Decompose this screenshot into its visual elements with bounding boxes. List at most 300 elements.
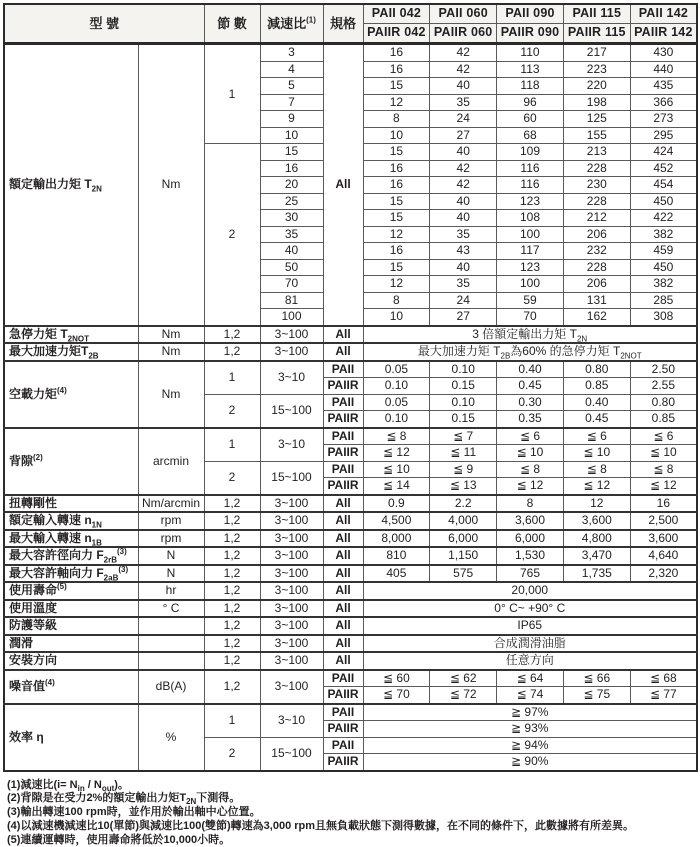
ratio-cell: 3 bbox=[260, 44, 323, 62]
value-cell: ≦ 70 bbox=[363, 687, 430, 704]
value-cell: ≦ 12 bbox=[563, 478, 630, 495]
spec-cell: All bbox=[323, 582, 363, 600]
value-cell: 100 bbox=[497, 276, 564, 293]
param-label: 扭轉剛性 bbox=[4, 495, 138, 513]
value-cell: 40 bbox=[430, 144, 497, 161]
unit-cell: rpm bbox=[138, 512, 204, 530]
footnote-line: (3)輸出轉速100 rpm時，並作用於輸出軸中心位置。 bbox=[7, 806, 261, 819]
value-cell: 116 bbox=[497, 177, 564, 194]
spec-cell: All bbox=[323, 495, 363, 513]
spec-cell: All bbox=[323, 530, 363, 548]
col-header-pa-060: PAII 060 bbox=[430, 4, 497, 24]
ratio-cell: 81 bbox=[260, 292, 323, 309]
value-cell: 0.85 bbox=[563, 378, 630, 395]
ratio-cell: 15 bbox=[260, 144, 323, 161]
value-cell: 0.45 bbox=[497, 378, 564, 395]
value-cell: ≦ 6 bbox=[563, 428, 630, 445]
value-cell: 60 bbox=[497, 111, 564, 128]
value-cell: ≦ 9 bbox=[430, 461, 497, 478]
value-cell: 0.40 bbox=[563, 394, 630, 411]
spec-cell: PAIIR bbox=[323, 687, 363, 704]
ratio-cell: 20 bbox=[260, 177, 323, 194]
table-row bbox=[4, 512, 697, 530]
value-cell: ≦ 62 bbox=[430, 670, 497, 687]
value-cell: 459 bbox=[630, 243, 697, 260]
value-cell: 285 bbox=[630, 292, 697, 309]
stages-cell: 1 bbox=[204, 44, 260, 144]
value-cell: 42 bbox=[430, 61, 497, 78]
value-cell: 12 bbox=[563, 495, 630, 513]
param-label: 額定輸入轉速 $n_{1N}$ bbox=[4, 512, 138, 530]
ratio-cell: 3~100 bbox=[260, 652, 323, 670]
unit-cell: N bbox=[138, 565, 204, 583]
ratio-cell: 35 bbox=[260, 226, 323, 243]
value-cell: 108 bbox=[497, 210, 564, 227]
span-value-cell: ≧ 90% bbox=[363, 754, 697, 771]
col-header-par-115: PAIIR 115 bbox=[563, 24, 630, 44]
col-header-par-142: PAIIR 142 bbox=[630, 24, 697, 44]
span-value-cell: 20,000 bbox=[363, 582, 697, 600]
value-cell: ≦ 6 bbox=[497, 428, 564, 445]
stages-cell: 1 bbox=[204, 428, 260, 462]
param-label: 額定輸出力矩 $T_{2N}$ bbox=[4, 44, 138, 326]
param-label: 潤滑 bbox=[4, 635, 138, 653]
table-row bbox=[4, 495, 697, 513]
value-cell: 217 bbox=[563, 44, 630, 62]
ratio-cell: 3~100 bbox=[260, 530, 323, 548]
value-cell: 35 bbox=[430, 276, 497, 293]
value-cell: 59 bbox=[497, 292, 564, 309]
value-cell: 273 bbox=[630, 111, 697, 128]
value-cell: 0.05 bbox=[363, 394, 430, 411]
ratio-cell: 10 bbox=[260, 127, 323, 144]
value-cell: 295 bbox=[630, 127, 697, 144]
value-cell: 16 bbox=[363, 160, 430, 177]
value-cell: ≦ 64 bbox=[497, 670, 564, 687]
unit-cell: Nm bbox=[138, 326, 204, 344]
ratio-cell: 7 bbox=[260, 94, 323, 111]
col-header-par-060: PAIIR 060 bbox=[430, 24, 497, 44]
value-cell: 366 bbox=[630, 94, 697, 111]
span-value-cell: 任意方向 bbox=[363, 652, 697, 670]
table-row bbox=[4, 670, 697, 687]
spec-cell: All bbox=[323, 635, 363, 653]
param-label: 最大容許徑向力 $F_{2rB}^{(3)}$ bbox=[4, 547, 138, 565]
ratio-cell: 3~100 bbox=[260, 547, 323, 565]
value-cell: 450 bbox=[630, 193, 697, 210]
table-row bbox=[4, 547, 697, 565]
value-cell: 220 bbox=[563, 78, 630, 95]
value-cell: 15 bbox=[363, 78, 430, 95]
value-cell: 575 bbox=[430, 565, 497, 583]
value-cell: 117 bbox=[497, 243, 564, 260]
spec-table bbox=[3, 3, 698, 772]
value-cell: 452 bbox=[630, 160, 697, 177]
table-row bbox=[4, 600, 697, 618]
table-row bbox=[4, 565, 697, 583]
value-cell: 228 bbox=[563, 193, 630, 210]
spec-cell: PAII bbox=[323, 461, 363, 478]
value-cell: ≦ 8 bbox=[630, 461, 697, 478]
span-value-cell: ≧ 97% bbox=[363, 704, 697, 721]
unit-cell: Nm/arcmin bbox=[138, 495, 204, 513]
value-cell: 198 bbox=[563, 94, 630, 111]
value-cell: 0.40 bbox=[497, 361, 564, 378]
ratio-cell: 30 bbox=[260, 210, 323, 227]
value-cell: 0.10 bbox=[363, 411, 430, 428]
col-header-par-090: PAIIR 090 bbox=[497, 24, 564, 44]
value-cell: 123 bbox=[497, 193, 564, 210]
unit-cell: N bbox=[138, 547, 204, 565]
param-label: 最大輸入轉速 $n_{1B}$ bbox=[4, 530, 138, 548]
value-cell: 0.85 bbox=[630, 411, 697, 428]
value-cell: 0.45 bbox=[563, 411, 630, 428]
span-value-cell: 最大加速力矩 $T_{2B}$為60% 的急停力矩 $T_{2NOT}$ bbox=[363, 343, 697, 361]
value-cell: 424 bbox=[630, 144, 697, 161]
ratio-cell: 3~100 bbox=[260, 617, 323, 635]
value-cell: 68 bbox=[497, 127, 564, 144]
value-cell: 15 bbox=[363, 210, 430, 227]
value-cell: ≦ 12 bbox=[363, 445, 430, 462]
value-cell: 125 bbox=[563, 111, 630, 128]
value-cell: 4,800 bbox=[563, 530, 630, 548]
value-cell: 40 bbox=[430, 259, 497, 276]
value-cell: 3,470 bbox=[563, 547, 630, 565]
value-cell: 8 bbox=[363, 111, 430, 128]
ratio-cell: 3~10 bbox=[260, 361, 323, 395]
footnote-line: (2)背隙是在受力2%的額定輸出力矩$T_{2N}$下測得。 bbox=[7, 792, 241, 807]
unit-cell: hr bbox=[138, 582, 204, 600]
spec-cell: PAII bbox=[323, 361, 363, 378]
table-row bbox=[4, 361, 697, 378]
value-cell: 0.15 bbox=[430, 378, 497, 395]
value-cell: 0.10 bbox=[430, 394, 497, 411]
value-cell: 16 bbox=[363, 61, 430, 78]
value-cell: ≦ 74 bbox=[497, 687, 564, 704]
ratio-cell: 16 bbox=[260, 160, 323, 177]
value-cell: 422 bbox=[630, 210, 697, 227]
span-value-cell: 0° C~ +90° C bbox=[363, 600, 697, 618]
col-header-par-042: PAIIR 042 bbox=[363, 24, 430, 44]
param-label: 使用壽命$^{(5)}$ bbox=[4, 582, 138, 600]
spec-cell: PAII bbox=[323, 394, 363, 411]
spec-cell: PAII bbox=[323, 704, 363, 721]
value-cell: 228 bbox=[563, 259, 630, 276]
value-cell: 35 bbox=[430, 226, 497, 243]
value-cell: 27 bbox=[430, 127, 497, 144]
value-cell: 6,000 bbox=[430, 530, 497, 548]
ratio-cell: 9 bbox=[260, 111, 323, 128]
ratio-cell: 25 bbox=[260, 193, 323, 210]
value-cell: 42 bbox=[430, 177, 497, 194]
col-header-pa-090: PAII 090 bbox=[497, 4, 564, 24]
value-cell: 435 bbox=[630, 78, 697, 95]
stages-cell: 1,2 bbox=[204, 530, 260, 548]
value-cell: 405 bbox=[363, 565, 430, 583]
value-cell: 100 bbox=[497, 226, 564, 243]
value-cell: 10 bbox=[363, 309, 430, 326]
value-cell: 0.30 bbox=[497, 394, 564, 411]
value-cell: 0.10 bbox=[363, 378, 430, 395]
value-cell: 131 bbox=[563, 292, 630, 309]
param-label: 防護等級 bbox=[4, 617, 138, 635]
param-label: 背隙$^{(2)}$ bbox=[4, 428, 138, 495]
unit-cell bbox=[138, 617, 204, 635]
spec-cell: PAIIR bbox=[323, 721, 363, 738]
spec-cell: All bbox=[323, 343, 363, 361]
ratio-cell: 3~100 bbox=[260, 582, 323, 600]
value-cell: 6,000 bbox=[497, 530, 564, 548]
value-cell: 0.80 bbox=[563, 361, 630, 378]
stages-cell: 1,2 bbox=[204, 635, 260, 653]
value-cell: ≦ 12 bbox=[497, 478, 564, 495]
unit-cell: ° C bbox=[138, 600, 204, 618]
ratio-cell: 3~100 bbox=[260, 495, 323, 513]
footnote-line: (1)減速比$(i= N_{in} / N_{out})$。 bbox=[7, 778, 129, 793]
table-row bbox=[4, 428, 697, 445]
param-label: 安裝方向 bbox=[4, 652, 138, 670]
value-cell: 2.2 bbox=[430, 495, 497, 513]
spec-cell: PAIIR bbox=[323, 754, 363, 771]
stages-cell: 2 bbox=[204, 394, 260, 428]
spec-cell: All bbox=[323, 652, 363, 670]
unit-cell: rpm bbox=[138, 530, 204, 548]
value-cell: ≦ 7 bbox=[430, 428, 497, 445]
value-cell: 213 bbox=[563, 144, 630, 161]
spec-cell: PAIIR bbox=[323, 478, 363, 495]
value-cell: 40 bbox=[430, 210, 497, 227]
value-cell: ≦ 72 bbox=[430, 687, 497, 704]
spec-cell: All bbox=[323, 617, 363, 635]
ratio-cell: 3~10 bbox=[260, 704, 323, 738]
value-cell: 8 bbox=[363, 292, 430, 309]
col-header-pa-142: PAII 142 bbox=[630, 4, 697, 24]
footnote-line: (4)以減速機減速比10(單節)與減速比100(雙節)轉速為3,000 rpm且無負載狀態下測得數據，在不同的條件下，此數據將有所差異。 bbox=[7, 820, 635, 833]
value-cell: 206 bbox=[563, 276, 630, 293]
stages-cell: 2 bbox=[204, 737, 260, 771]
ratio-cell: 3~100 bbox=[260, 600, 323, 618]
param-label: 最大加速力矩$T_{2B}$ bbox=[4, 343, 138, 361]
ratio-cell: 40 bbox=[260, 243, 323, 260]
value-cell: 118 bbox=[497, 78, 564, 95]
stages-cell: 1,2 bbox=[204, 326, 260, 344]
value-cell: 2.50 bbox=[630, 361, 697, 378]
value-cell: 162 bbox=[563, 309, 630, 326]
ratio-cell: 3~100 bbox=[260, 670, 323, 704]
value-cell: 0.35 bbox=[497, 411, 564, 428]
value-cell: 16 bbox=[363, 243, 430, 260]
value-cell: ≦ 6 bbox=[630, 428, 697, 445]
unit-cell: Nm bbox=[138, 343, 204, 361]
value-cell: 212 bbox=[563, 210, 630, 227]
ratio-cell: 15~100 bbox=[260, 394, 323, 428]
ratio-cell: 3~100 bbox=[260, 565, 323, 583]
value-cell: 8 bbox=[497, 495, 564, 513]
value-cell: 2.55 bbox=[630, 378, 697, 395]
value-cell: 232 bbox=[563, 243, 630, 260]
spec-cell: PAII bbox=[323, 428, 363, 445]
value-cell: ≦ 66 bbox=[563, 670, 630, 687]
value-cell: ≦ 75 bbox=[563, 687, 630, 704]
value-cell: 109 bbox=[497, 144, 564, 161]
value-cell: 116 bbox=[497, 160, 564, 177]
ratio-cell: 50 bbox=[260, 259, 323, 276]
value-cell: 27 bbox=[430, 309, 497, 326]
value-cell: ≦ 60 bbox=[363, 670, 430, 687]
value-cell: ≦ 10 bbox=[363, 461, 430, 478]
value-cell: 810 bbox=[363, 547, 430, 565]
value-cell: 2,320 bbox=[630, 565, 697, 583]
unit-cell bbox=[138, 652, 204, 670]
param-label: 噪音值$^{(4)}$ bbox=[4, 670, 138, 704]
value-cell: 110 bbox=[497, 44, 564, 62]
spec-cell: PAIIR bbox=[323, 411, 363, 428]
stages-cell: 2 bbox=[204, 144, 260, 326]
value-cell: 454 bbox=[630, 177, 697, 194]
value-cell: 3,600 bbox=[563, 512, 630, 530]
ratio-cell: 4 bbox=[260, 61, 323, 78]
value-cell: ≦ 77 bbox=[630, 687, 697, 704]
value-cell: 16 bbox=[363, 44, 430, 62]
span-value-cell: IP65 bbox=[363, 617, 697, 635]
value-cell: 12 bbox=[363, 94, 430, 111]
value-cell: ≦ 14 bbox=[363, 478, 430, 495]
value-cell: 0.15 bbox=[430, 411, 497, 428]
table-row bbox=[4, 343, 697, 361]
value-cell: 113 bbox=[497, 61, 564, 78]
stages-cell: 1,2 bbox=[204, 512, 260, 530]
unit-cell: Nm bbox=[138, 361, 204, 428]
table-row bbox=[4, 582, 697, 600]
spec-cell: All bbox=[323, 512, 363, 530]
unit-cell: % bbox=[138, 704, 204, 771]
value-cell: 40 bbox=[430, 78, 497, 95]
spec-cell: PAII bbox=[323, 737, 363, 754]
value-cell: 4,640 bbox=[630, 547, 697, 565]
col-header-model: 型 號 bbox=[4, 4, 204, 44]
value-cell: 40 bbox=[430, 193, 497, 210]
spec-cell: All bbox=[323, 565, 363, 583]
span-value-cell: 合成潤滑油脂 bbox=[363, 635, 697, 653]
param-label: 效率 η bbox=[4, 704, 138, 771]
ratio-cell: 15~100 bbox=[260, 737, 323, 771]
ratio-cell: 3~100 bbox=[260, 326, 323, 344]
value-cell: 12 bbox=[363, 226, 430, 243]
value-cell: 206 bbox=[563, 226, 630, 243]
unit-cell: Nm bbox=[138, 44, 204, 326]
value-cell: 0.9 bbox=[363, 495, 430, 513]
value-cell: 2,500 bbox=[630, 512, 697, 530]
span-value-cell: ≧ 93% bbox=[363, 721, 697, 738]
stages-cell: 1,2 bbox=[204, 600, 260, 618]
value-cell: 4,500 bbox=[363, 512, 430, 530]
value-cell: 10 bbox=[363, 127, 430, 144]
stages-cell: 1,2 bbox=[204, 343, 260, 361]
value-cell: 96 bbox=[497, 94, 564, 111]
value-cell: 308 bbox=[630, 309, 697, 326]
value-cell: 3,600 bbox=[630, 530, 697, 548]
value-cell: 123 bbox=[497, 259, 564, 276]
table-row bbox=[4, 652, 697, 670]
value-cell: 1,530 bbox=[497, 547, 564, 565]
value-cell: 15 bbox=[363, 259, 430, 276]
value-cell: ≦ 10 bbox=[630, 445, 697, 462]
spec-cell: PAIIR bbox=[323, 378, 363, 395]
table-row bbox=[4, 326, 697, 344]
stages-cell: 1,2 bbox=[204, 582, 260, 600]
spec-cell: PAIIR bbox=[323, 445, 363, 462]
value-cell: 42 bbox=[430, 44, 497, 62]
footnotes bbox=[3, 772, 698, 847]
value-cell: 12 bbox=[363, 276, 430, 293]
table-row bbox=[4, 530, 697, 548]
stages-cell: 1,2 bbox=[204, 565, 260, 583]
ratio-cell: 70 bbox=[260, 276, 323, 293]
value-cell: 24 bbox=[430, 111, 497, 128]
span-value-cell: ≧ 94% bbox=[363, 737, 697, 754]
value-cell: 1,735 bbox=[563, 565, 630, 583]
table-row bbox=[4, 635, 697, 653]
spec-cell: All bbox=[323, 44, 363, 326]
unit-cell bbox=[138, 635, 204, 653]
value-cell: 24 bbox=[430, 292, 497, 309]
value-cell: 43 bbox=[430, 243, 497, 260]
value-cell: ≦ 8 bbox=[563, 461, 630, 478]
value-cell: ≦ 10 bbox=[497, 445, 564, 462]
stages-cell: 1,2 bbox=[204, 670, 260, 704]
param-label: 空載力矩$^{(4)}$ bbox=[4, 361, 138, 428]
value-cell: 450 bbox=[630, 259, 697, 276]
footnote-line: (5)連續運轉時，使用壽命將低於10,000小時。 bbox=[7, 834, 231, 847]
stages-cell: 1 bbox=[204, 361, 260, 395]
value-cell: 765 bbox=[497, 565, 564, 583]
value-cell: ≦ 10 bbox=[563, 445, 630, 462]
value-cell: 16 bbox=[363, 177, 430, 194]
value-cell: 3,600 bbox=[497, 512, 564, 530]
stages-cell: 1 bbox=[204, 704, 260, 738]
value-cell: 440 bbox=[630, 61, 697, 78]
value-cell: 223 bbox=[563, 61, 630, 78]
value-cell: ≦ 13 bbox=[430, 478, 497, 495]
value-cell: 430 bbox=[630, 44, 697, 62]
ratio-cell: 3~100 bbox=[260, 512, 323, 530]
value-cell: ≦ 8 bbox=[363, 428, 430, 445]
table-row bbox=[4, 44, 697, 62]
param-label: 使用溫度 bbox=[4, 600, 138, 618]
value-cell: 42 bbox=[430, 160, 497, 177]
spec-cell: All bbox=[323, 600, 363, 618]
value-cell: 0.05 bbox=[363, 361, 430, 378]
stages-cell: 1,2 bbox=[204, 652, 260, 670]
value-cell: 155 bbox=[563, 127, 630, 144]
stages-cell: 2 bbox=[204, 461, 260, 495]
value-cell: 8,000 bbox=[363, 530, 430, 548]
ratio-cell: 15~100 bbox=[260, 461, 323, 495]
value-cell: 382 bbox=[630, 276, 697, 293]
col-header-ratio: 減速比$^{(1)}$ bbox=[260, 4, 323, 44]
value-cell: 0.80 bbox=[630, 394, 697, 411]
spec-cell: All bbox=[323, 547, 363, 565]
stages-cell: 1,2 bbox=[204, 495, 260, 513]
value-cell: 35 bbox=[430, 94, 497, 111]
spec-cell: All bbox=[323, 326, 363, 344]
stages-cell: 1,2 bbox=[204, 617, 260, 635]
value-cell: 1,150 bbox=[430, 547, 497, 565]
ratio-cell: 3~100 bbox=[260, 635, 323, 653]
value-cell: ≦ 11 bbox=[430, 445, 497, 462]
spec-cell: PAII bbox=[323, 670, 363, 687]
value-cell: 4,000 bbox=[430, 512, 497, 530]
